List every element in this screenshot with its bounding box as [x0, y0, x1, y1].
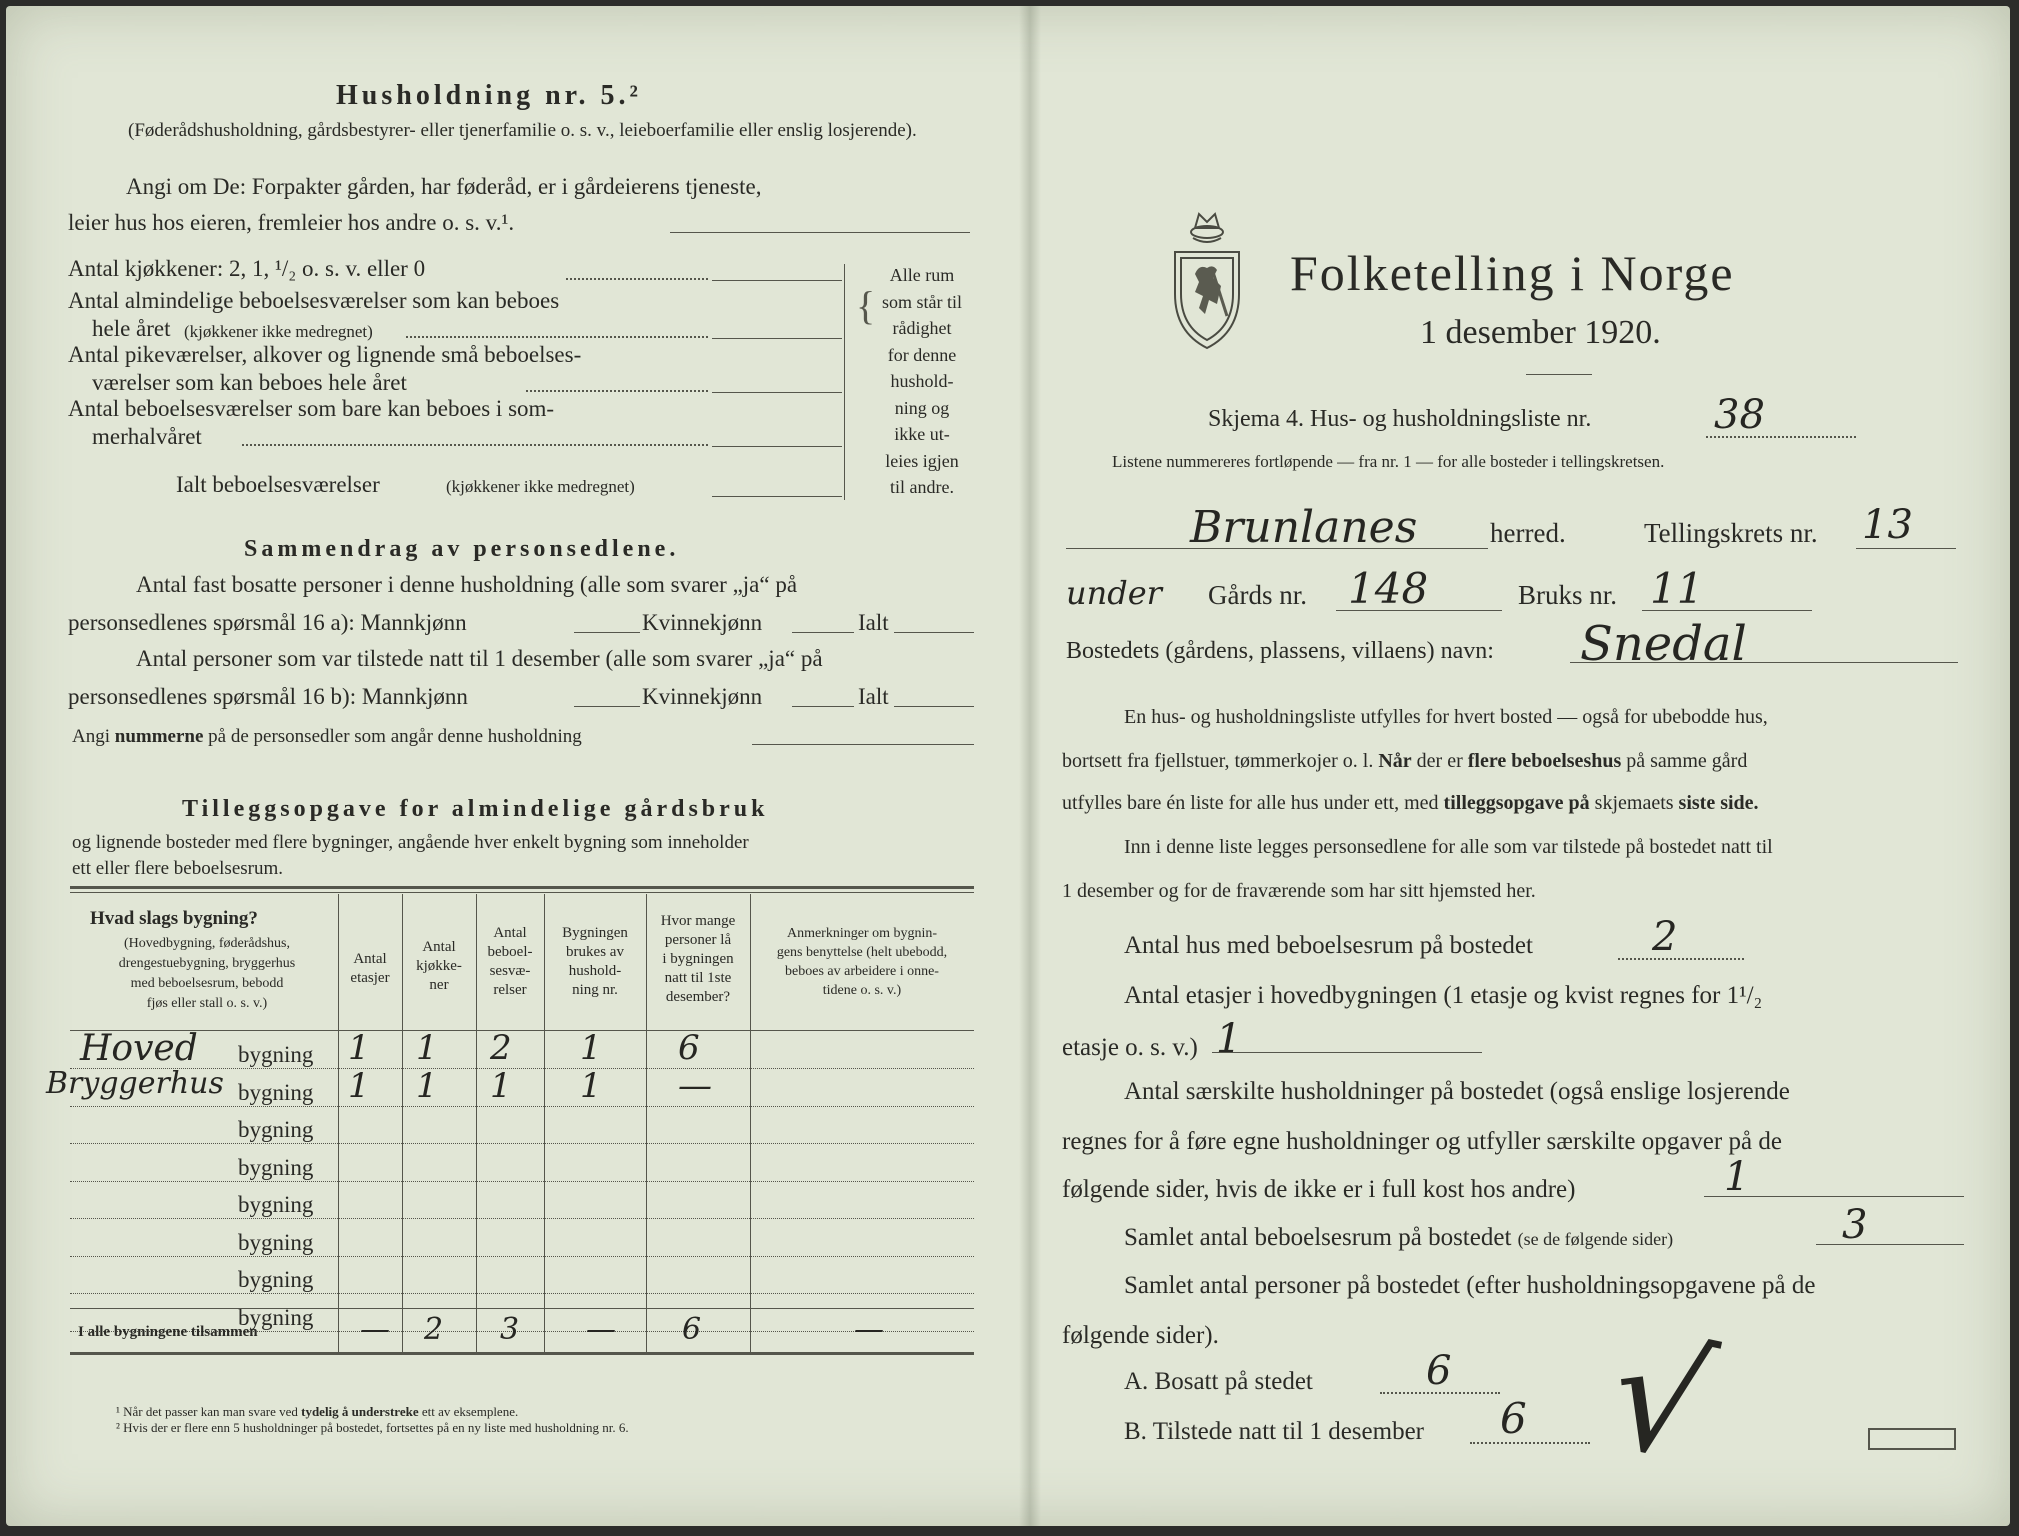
bosted-label: Bostedets (gårdens, plassens, villaens) navn: [1066, 638, 1494, 664]
bruks-line [1642, 610, 1812, 611]
rooms-brace: { [856, 283, 876, 328]
rooms-side-note [872, 262, 972, 501]
table-top-rule-2 [70, 892, 974, 893]
q-rum-value: 3 [1842, 1202, 1868, 1248]
footnote-2: ² Hvis der er flere enn 5 husholdninger på bostedet, fortsettes på en ny liste med husholdning nr. 6. [116, 1420, 629, 1435]
krets-label: Tellingskrets nr. [1644, 518, 1818, 548]
herred-value: Brunlanes [1190, 502, 1418, 553]
col3-line: beboel- [487, 944, 533, 960]
gards-label: Gårds nr. [1208, 580, 1307, 610]
rooms-ordinary-label-2: hele året [92, 316, 171, 341]
census-date: 1 desember 1920. [1420, 314, 1661, 351]
schema-label: Skjema 4. Hus- og husholdningsliste nr. [1208, 406, 1592, 432]
table-cell-etasjer: 1 [348, 1028, 370, 1068]
gards-value: 148 [1348, 564, 1429, 613]
herred-label: herred. [1490, 518, 1566, 548]
rooms-kitchens-answer [712, 280, 842, 281]
side-note-line: til andre. [890, 477, 954, 497]
side-note-line: ikke ut- [894, 424, 950, 444]
supplement-heading: Tilleggsopgave for almindelige gårdsbruk [182, 796, 769, 822]
q-hushold-line [1704, 1196, 1964, 1197]
bosted-line [1570, 662, 1958, 663]
checkmark: √ [1595, 1306, 1726, 1497]
fast-female-label: Kvinnekjønn [642, 610, 763, 635]
tilst-total-answer [894, 706, 974, 707]
tilst-female-label: Kvinnekjønn [642, 684, 763, 709]
table-cell-kjokken: 1 [416, 1028, 438, 1068]
para1-line-3: utfylles bare én liste for alle hus under ett, med tilleggsopgave på skjemaets siste side. [1062, 792, 1759, 814]
table-cell-vaerelser: 1 [490, 1065, 512, 1106]
table-row-building-name: Hoved [80, 1028, 198, 1069]
rooms-kitchens-dots [566, 278, 708, 280]
footnote-1: ¹ Når det passer kan man svare ved tydelig å understreke ett av eksemplene. [116, 1404, 519, 1419]
col5-line: natt til 1ste [664, 970, 732, 986]
col5-line: personer lå [664, 932, 732, 948]
tilst-total-label: Ialt [858, 684, 889, 709]
rooms-kitchens-label: Antal kjøkkener: 2, 1, ¹/₂ o. s. v. eller 0 [68, 256, 426, 281]
para2-line-1: Inn i denne liste legges personsedlene for alle som var tilstede på bostedet natt til [1124, 836, 1773, 858]
table-row-rule [70, 1106, 974, 1107]
col0desc-line: med beboelsesrum, bebodd [130, 976, 284, 991]
table-cell-personer: 6 [678, 1028, 700, 1068]
col2-line: ner [429, 977, 449, 993]
q-a-label: A. Bosatt på stedet [1124, 1368, 1313, 1395]
bruks-label: Bruks nr. [1518, 580, 1618, 610]
fast-male-answer [574, 632, 640, 633]
side-note-line: hushold- [890, 371, 954, 391]
supplement-sub-2: ett eller flere beboelsesrum. [72, 858, 284, 879]
printer-stamp [1868, 1428, 1956, 1450]
rooms-ordinary-label: Antal almindelige beboelsesværelser som kan beboes [68, 288, 560, 313]
rooms-small-label-2: værelser som kan beboes hele året [92, 370, 407, 395]
side-note-line: Alle rum [889, 265, 955, 285]
q-etasjer-line-2: etasje o. s. v.) [1062, 1034, 1198, 1061]
table-row-suffix: bygning [238, 1117, 314, 1142]
gards-line [1336, 610, 1502, 611]
table-row-suffix: bygning [238, 1042, 314, 1067]
total-anmerkninger: — [854, 1312, 884, 1347]
para1-line-2: bortsett fra fjellstuer, tømmerkojer o. l. Når der er flere beboelseshus på samme gård [1062, 750, 1748, 772]
table-cell-vaerelser: 2 [490, 1028, 512, 1068]
q-a-line [1380, 1392, 1500, 1394]
ask-line-1: Angi om De: Forpakter gården, har føderåd, er i gårdeierens tjeneste, [126, 174, 762, 199]
summary-fast-line-2: personsedlenes spørsmål 16 a): Mannkjønn [68, 610, 467, 635]
col3-line: Antal [493, 925, 527, 941]
table-header-rule [70, 1030, 974, 1031]
col6-line: Anmerkninger om bygnin- [786, 926, 938, 941]
table-cell-hushold: 1 [580, 1065, 602, 1106]
q-etasjer-line-1: Antal etasjer i hovedbygningen (1 etasje og kvist regnes for 1¹/₂ [1124, 982, 1763, 1009]
rooms-summer-answer [712, 446, 842, 447]
col-building-desc [76, 934, 338, 1014]
total-row-label: I alle bygningene tilsammen [78, 1324, 258, 1340]
col5-line: Hvor mange [660, 913, 736, 929]
q-rum-line [1816, 1244, 1964, 1245]
census-title: Folketelling i Norge [1290, 245, 1735, 301]
rooms-summer-label-2: merhalvåret [92, 424, 202, 449]
q-hushold-line-2: regnes for å føre egne husholdninger og utfyller særskilte opgaver på de [1062, 1128, 1782, 1155]
ask-answer-line [670, 232, 970, 233]
rooms-ordinary-dots [406, 336, 708, 338]
col6-line: gens benyttelse (helt ubebodd, [776, 945, 948, 960]
table-row-building-name: Bryggerhus [46, 1065, 224, 1101]
col-etasjer-header [338, 950, 402, 988]
col-building-title: Hvad slags bygning? [90, 908, 258, 929]
title-rule [1526, 374, 1592, 375]
center-fold [1019, 6, 1041, 1526]
rooms-answer-column-line [844, 264, 845, 500]
col0desc-line: (Hovedbygning, føderådshus, [123, 936, 291, 951]
q-etasjer-line [1212, 1052, 1482, 1053]
col-vaerelser-header [476, 924, 544, 1000]
table-cell-personer: — [678, 1065, 712, 1106]
col4-line: Bygningen [562, 925, 628, 941]
schema-note: Listene nummereres fortløpende — fra nr. 1 — for alle bosteder i tellingskretsen. [1112, 452, 1665, 471]
rooms-total-small: (kjøkkener ikke medregnet) [446, 477, 635, 496]
col3-line: sesvæ- [489, 963, 531, 979]
table-row-rule [70, 1181, 974, 1182]
rooms-small-dots [526, 390, 708, 392]
table-row-suffix: bygning [238, 1154, 314, 1180]
krets-line [1856, 548, 1956, 549]
rooms-total-label: Ialt beboelsesværelser [176, 472, 380, 497]
col0desc-line: fjøs eller stall o. s. v.) [146, 996, 268, 1011]
q-hushold-value: 1 [1724, 1154, 1750, 1200]
col5-line: desember? [665, 989, 731, 1005]
tilst-male-answer [574, 706, 640, 707]
household-note: (Føderådshusholdning, gårdsbestyrer- eller tjenerfamilie o. s. v., leieboerfamilie eller enslig losjerende). [128, 120, 917, 141]
rooms-small-answer [712, 392, 842, 393]
col1-line: etasjer [350, 970, 390, 986]
col4-line: brukes av [566, 944, 624, 960]
table-bottom-rule [70, 1352, 974, 1355]
side-note-line: som står til [882, 291, 962, 312]
bruks-value: 11 [1650, 564, 1704, 613]
table-row-rule [70, 1293, 974, 1294]
total-personer: 6 [682, 1312, 702, 1347]
col2-line: kjøkke- [416, 958, 462, 974]
tilst-female-answer [792, 706, 854, 707]
summary-heading: Sammendrag av personsedlene. [244, 536, 680, 562]
col6-line: tidene o. s. v.) [822, 983, 902, 998]
q-pers-line-1: Samlet antal personer på bostedet (efter husholdningsopgavene på de [1124, 1272, 1816, 1299]
table-row-suffix: bygning [238, 1079, 314, 1105]
numbers-answer [752, 744, 974, 745]
rooms-summer-label: Antal beboelsesværelser som bare kan beboes i som- [68, 396, 555, 421]
total-kjokken: 2 [424, 1312, 444, 1347]
q-b-value: 6 [1500, 1394, 1527, 1443]
table-row-rule [70, 1143, 974, 1144]
side-note-line: rådighet [892, 318, 952, 338]
under-value: under [1066, 574, 1162, 612]
household-heading: Husholdning nr. 5.² [336, 80, 642, 111]
table-row-rule [70, 1218, 974, 1219]
side-note-line: for denne [887, 344, 957, 365]
supplement-sub-1: og lignende bosteder med flere bygninger, angående hver enkelt bygning som inneholder [72, 832, 749, 853]
census-form-sheet [6, 6, 2010, 1526]
q-hushold-line-3: følgende sider, hvis de ikke er i full kost hos andre) [1062, 1176, 1576, 1203]
col5-line: i bygningen [662, 951, 734, 967]
total-etasjer: — [360, 1312, 390, 1347]
rooms-summer-dots [242, 444, 708, 446]
q-hus-label: Antal hus med beboelsesrum på bostedet [1124, 932, 1533, 959]
col1-line: Antal [353, 951, 387, 967]
table-cell-hushold: 1 [580, 1028, 602, 1068]
para2-line-2: 1 desember og for de fraværende som har sitt hjemsted her. [1062, 880, 1536, 902]
bosted-value: Snedal [1580, 616, 1747, 672]
rooms-ordinary-answer [712, 338, 842, 339]
col6-line: beboes av arbeidere i onne- [785, 964, 939, 979]
q-hus-line [1618, 958, 1744, 960]
krets-value: 13 [1862, 502, 1913, 548]
para1-line-1: En hus- og husholdningsliste utfylles for hvert bosted — også for ubebodde hus, [1124, 706, 1768, 728]
q-pers-line-2: følgende sider). [1062, 1322, 1219, 1349]
q-hus-value: 2 [1652, 914, 1678, 960]
fast-total-label: Ialt [858, 610, 889, 635]
q-b-label: B. Tilstede natt til 1 desember [1124, 1418, 1424, 1445]
col-personer-header [646, 912, 750, 1007]
col0desc-line: drengestuebygning, bryggerhus [118, 956, 296, 971]
side-note-line: ning og [894, 397, 950, 418]
total-vaerelser: 3 [500, 1312, 520, 1347]
table-row-suffix: bygning [238, 1267, 314, 1292]
q-a-value: 6 [1426, 1348, 1452, 1394]
total-hushold: — [586, 1312, 616, 1347]
q-b-line [1470, 1442, 1590, 1444]
rooms-total-answer [712, 496, 842, 497]
col-kjokken-header [402, 938, 476, 995]
q-hushold-line-1: Antal særskilte husholdninger på bostedet (også enslige losjerende [1124, 1078, 1790, 1105]
fast-female-answer [792, 632, 854, 633]
col-hushold-header [544, 924, 646, 1000]
summary-tilst-line-2: personsedlenes spørsmål 16 b): Mannkjønn [68, 684, 468, 709]
col2-line: Antal [422, 939, 456, 955]
schema-nr-line [1706, 436, 1856, 438]
table-row-suffix: bygning [238, 1304, 314, 1330]
table-row-suffix: bygning [238, 1192, 314, 1217]
norwegian-coat-of-arms-icon [1169, 208, 1245, 354]
ask-line-2: leier hus hos eieren, fremleier hos andre o. s. v.¹. [68, 210, 515, 235]
q-rum-label: Samlet antal beboelsesrum på bostedet (se de følgende sider) [1124, 1224, 1674, 1251]
table-row-rule [70, 1256, 974, 1257]
numbers-line: Angi nummerne på de personsedler som angår denne husholdning [72, 726, 582, 747]
table-total-rule [70, 1308, 974, 1309]
fast-total-answer [894, 632, 974, 633]
col-anmerkninger-header [750, 924, 974, 1000]
col4-line: hushold- [568, 963, 622, 979]
rooms-ordinary-small: (kjøkkener ikke medregnet) [184, 322, 373, 341]
table-cell-etasjer: 1 [348, 1065, 370, 1106]
table-row-suffix: bygning [238, 1229, 314, 1255]
table-cell-kjokken: 1 [416, 1065, 438, 1106]
rooms-small-label: Antal pikeværelser, alkover og lignende små beboelses- [68, 342, 582, 367]
summary-fast-line-1: Antal fast bosatte personer i denne husholdning (alle som svarer „ja“ på [136, 572, 798, 597]
table-top-rule [70, 886, 974, 889]
summary-tilst-line-1: Antal personer som var tilstede natt til 1 desember (alle som svarer „ja“ på [136, 646, 823, 671]
side-note-line: leies igjen [885, 450, 959, 471]
schema-nr-value: 38 [1714, 392, 1765, 438]
q-etasjer-value: 1 [1216, 1016, 1242, 1062]
col4-line: ning nr. [572, 982, 618, 998]
col3-line: relser [493, 982, 527, 998]
